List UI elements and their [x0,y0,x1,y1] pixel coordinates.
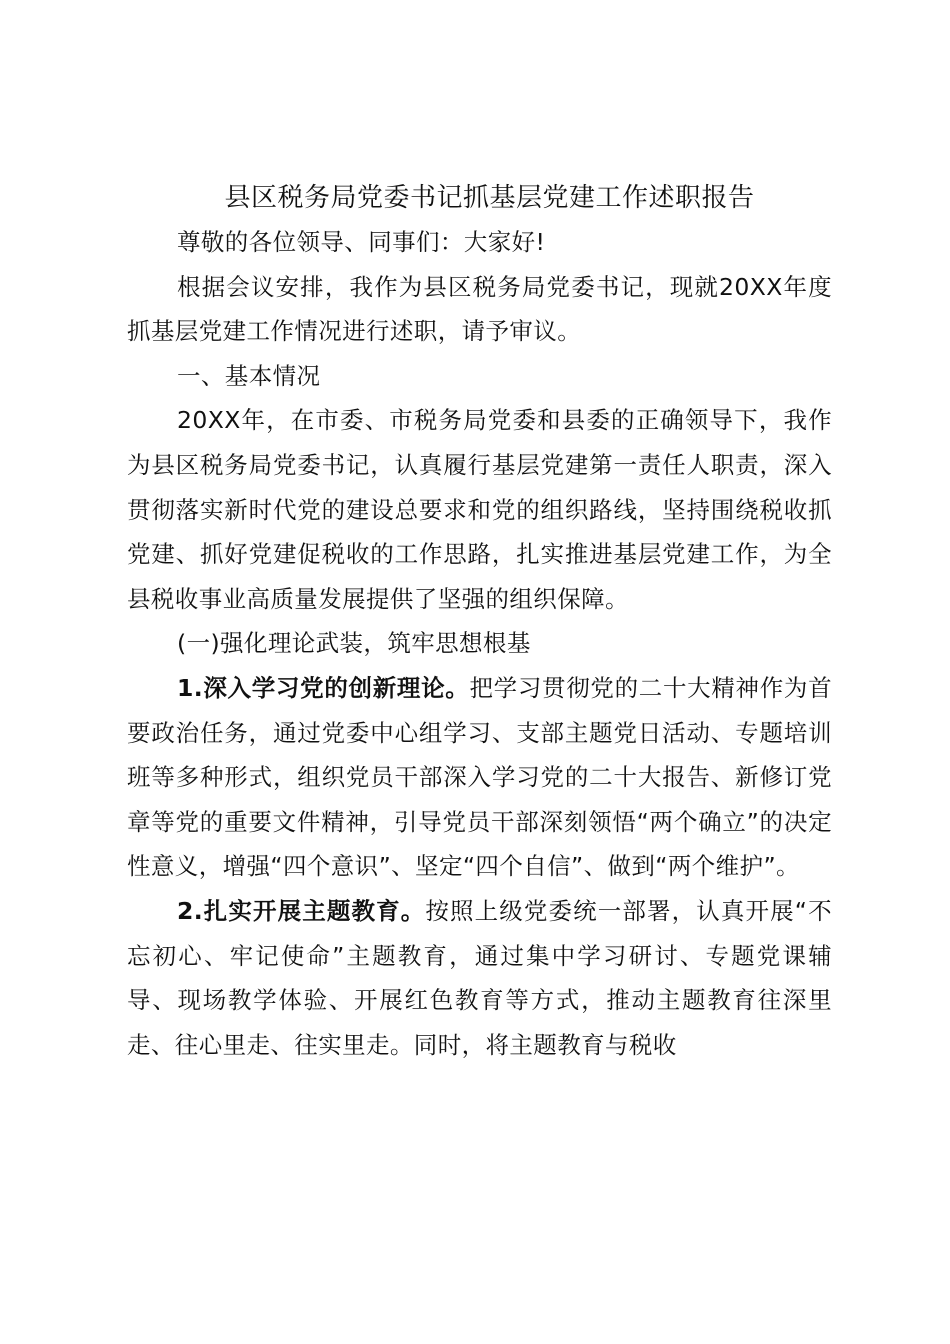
basic-situation-paragraph: 20XX年，在市委、市税务局党委和县委的正确领导下，我作为县区税务局党委书记，认真履行基层党建第一责任人职责，深入贯彻落实新时代党的建设总要求和党的组织路线，坚持围绕税收抓党建、抓好党建促税收的工作思路，扎实推进基层党建工作，为全县税收事业高质量发展提供了坚强的组织保障。 [127,406,832,613]
section-heading-basic-situation: 一、基本情况 [177,361,321,390]
document-page [127,176,832,1067]
item-1-paragraph [127,666,832,889]
subsection-heading-theory: (一)强化理论武装，筑牢思想根基 [177,629,531,658]
item-2-lead: 2.扎实开展主题教育。 [177,896,426,925]
intro-paragraph: 根据会议安排，我作为县区税务局党委书记，现就20XX年度抓基层党建工作情况进行述职，请予审议。 [127,272,832,346]
document-title: 县区税务局党委书记抓基层党建工作述职报告 [224,183,755,213]
item-2-body: 按照上级党委统一部署，认真开展“不忘初心、牢记使命”主题教育，通过集中学习研讨、专题党课辅导、现场教学体验、开展红色教育等方式，推动主题教育往深里走、往心里走、往实里走。同时，将主题教育与税收 [127,896,832,1059]
item-1-body: 把学习贯彻党的二十大精神作为首要政治任务，通过党委中心组学习、支部主题党日活动、专题培训班等多种形式，组织党员干部深入学习党的二十大报告、新修订党章等党的重要文件精神，引导党员干部深刻领悟“两个确立”的决定性意义，增强“四个意识”、坚定“四个自信”、做到“两个维护”。 [127,673,832,881]
item-2-paragraph [127,889,832,1067]
salutation: 尊敬的各位领导、同事们：大家好! [177,228,546,256]
item-1-lead: 1.深入学习党的创新理论。 [177,673,470,702]
